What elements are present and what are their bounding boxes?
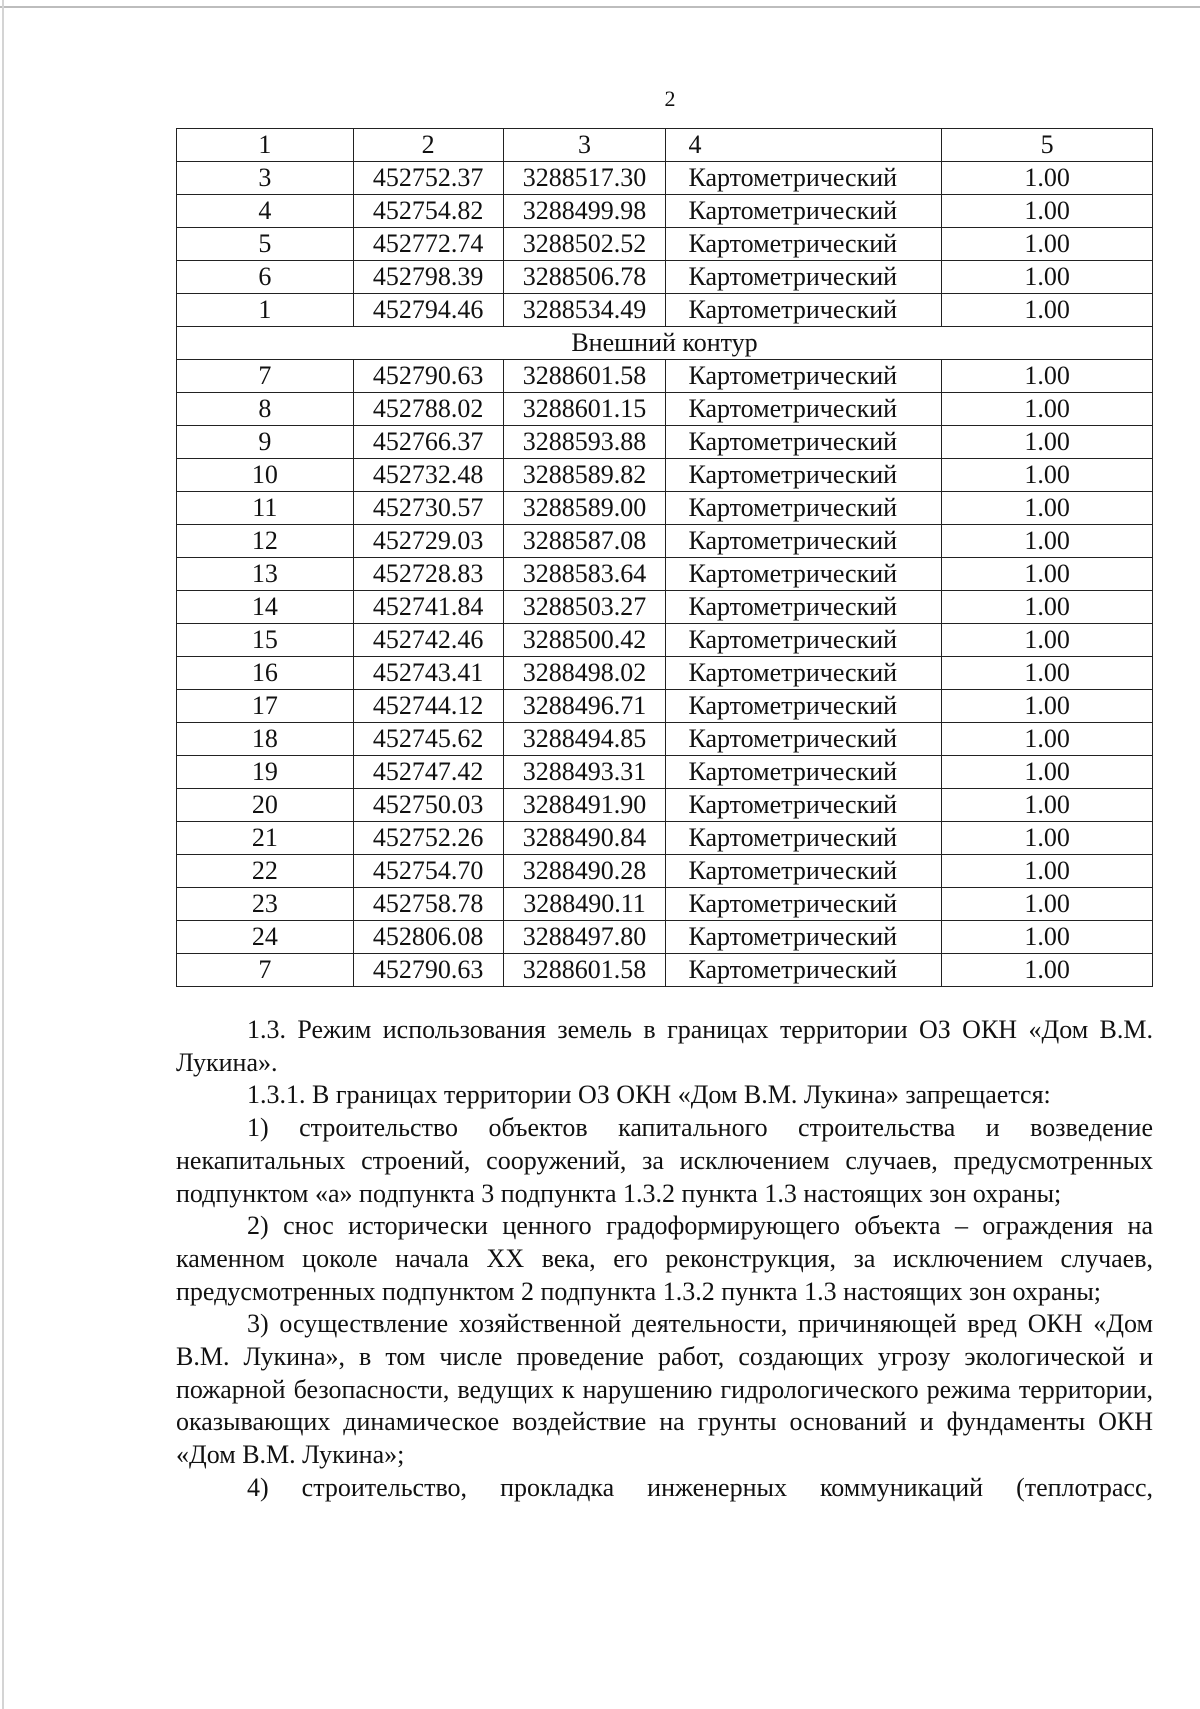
table-cell: 1.00 <box>942 162 1153 195</box>
table-cell: 1.00 <box>942 228 1153 261</box>
table-cell: 452747.42 <box>353 756 503 789</box>
table-cell: 5 <box>177 228 354 261</box>
table-cell: 13 <box>177 558 354 591</box>
table-row <box>177 162 1153 195</box>
table-row <box>177 360 1153 393</box>
paragraph-1-3-1: 1.3.1. В границах территории ОЗ ОКН «Дом В.М. Лукина» запрещается: <box>247 1080 1051 1110</box>
table-cell: 3288490.84 <box>503 822 666 855</box>
table-cell: 3288491.90 <box>503 789 666 822</box>
table-cell: 3288498.02 <box>503 657 666 690</box>
table-row <box>177 855 1153 888</box>
table-cell: 1 <box>177 294 354 327</box>
table-cell: 3288490.11 <box>503 888 666 921</box>
table-cell: Картометрический <box>666 393 942 426</box>
list-item-2: 2) снос исторически ценного градоформирующего объекта – ограждения на каменном цоколе начала XX века, его реконструкция, за исключением случаев, предусмотренных подпунктом 2 подпункта 1.3.2 пункта 1.3 настоящих зон охраны; <box>176 1211 1153 1306</box>
table-row <box>177 888 1153 921</box>
table-cell: Картометрический <box>666 492 942 525</box>
table-cell: 3288493.31 <box>503 756 666 789</box>
table-cell: 1.00 <box>942 195 1153 228</box>
table-cell: Картометрический <box>666 360 942 393</box>
table-row <box>177 756 1153 789</box>
table-cell: 1.00 <box>942 822 1153 855</box>
table-cell: 3 <box>177 162 354 195</box>
table-cell: 1.00 <box>942 921 1153 954</box>
table-row <box>177 558 1153 591</box>
table-cell: 3288506.78 <box>503 261 666 294</box>
table-row <box>177 195 1153 228</box>
table-row <box>177 525 1153 558</box>
table-cell: 3288494.85 <box>503 723 666 756</box>
table-cell: 1.00 <box>942 954 1153 987</box>
table-cell: Картометрический <box>666 261 942 294</box>
table-cell: Картометрический <box>666 426 942 459</box>
table-cell: 7 <box>177 954 354 987</box>
list-item-1: 1) строительство объектов капитального строительства и возведение некапитальных строений, сооружений, за исключением случаев, предусмотренных подпунктом «а» подпункта 3 подпункта 1.3.2 пункта 1.3 настоящих зон охраны; <box>176 1113 1153 1208</box>
table-cell: 452741.84 <box>353 591 503 624</box>
table-cell: 452752.26 <box>353 822 503 855</box>
table-row <box>177 954 1153 987</box>
table-cell: 452744.12 <box>353 690 503 723</box>
table-cell: 1.00 <box>942 591 1153 624</box>
table-row <box>177 624 1153 657</box>
table-cell: 18 <box>177 723 354 756</box>
table-cell: 1.00 <box>942 525 1153 558</box>
table-cell: 1.00 <box>942 657 1153 690</box>
table-cell: 452766.37 <box>353 426 503 459</box>
table-cell: 5 <box>942 129 1153 162</box>
table-cell: 1.00 <box>942 360 1153 393</box>
page-number: 2 <box>664 86 676 111</box>
table-cell: 22 <box>177 855 354 888</box>
table-cell: 21 <box>177 822 354 855</box>
table-row <box>177 228 1153 261</box>
table-cell: Картометрический <box>666 624 942 657</box>
table-cell: 3288500.42 <box>503 624 666 657</box>
paragraph-1-3: 1.3. Режим использования земель в границах территории ОЗ ОКН «Дом В.М. Лукина». <box>176 1015 1153 1077</box>
table-cell: Картометрический <box>666 657 942 690</box>
table-cell: 452750.03 <box>353 789 503 822</box>
table-cell: 452806.08 <box>353 921 503 954</box>
table-header-row <box>177 129 1153 162</box>
table-cell: 3288601.15 <box>503 393 666 426</box>
list-item-3: 3) осуществление хозяйственной деятельности, причиняющей вред ОКН «Дом В.М. Лукина», в том числе проведение работ, создающих угрозу экологической и пожарной безопасности, ведущих к нарушению гидрологического режима территории, оказывающих динамическое воздействие на грунты оснований и фундаменты ОКН «Дом В.М. Лукина»; <box>176 1309 1153 1470</box>
table-cell: 15 <box>177 624 354 657</box>
table-cell: 452794.46 <box>353 294 503 327</box>
table-cell: 452758.78 <box>353 888 503 921</box>
table-cell: 1.00 <box>942 492 1153 525</box>
table-cell: 3288589.00 <box>503 492 666 525</box>
table-cell: 10 <box>177 459 354 492</box>
table-cell: 452788.02 <box>353 393 503 426</box>
table-cell: 452790.63 <box>353 360 503 393</box>
table-cell: 3288496.71 <box>503 690 666 723</box>
list-item-4: 4) строительство, прокладка инженерных коммуникаций (теплотрасс, <box>247 1472 1153 1502</box>
table-row <box>177 690 1153 723</box>
table-cell: 1.00 <box>942 789 1153 822</box>
table-cell: Картометрический <box>666 822 942 855</box>
table-cell: 3288601.58 <box>503 954 666 987</box>
table-cell: 3288490.28 <box>503 855 666 888</box>
table-cell: 7 <box>177 360 354 393</box>
table-cell: 3288534.49 <box>503 294 666 327</box>
table-cell: Картометрический <box>666 954 942 987</box>
table-cell: 452743.41 <box>353 657 503 690</box>
table-cell: 17 <box>177 690 354 723</box>
table-cell: 3288601.58 <box>503 360 666 393</box>
table-cell: Картометрический <box>666 195 942 228</box>
table-cell: Картометрический <box>666 789 942 822</box>
table-cell: 20 <box>177 789 354 822</box>
table-cell: Картометрический <box>666 294 942 327</box>
table-cell: 452730.57 <box>353 492 503 525</box>
table-cell: 1.00 <box>942 855 1153 888</box>
table-cell: 16 <box>177 657 354 690</box>
table-cell: Картометрический <box>666 756 942 789</box>
table-cell: Картометрический <box>666 690 942 723</box>
table-cell: 2 <box>353 129 503 162</box>
table-cell: 1.00 <box>942 723 1153 756</box>
table-cell: 452798.39 <box>353 261 503 294</box>
table-cell: 3288497.80 <box>503 921 666 954</box>
table-cell: 3288517.30 <box>503 162 666 195</box>
table-cell: 12 <box>177 525 354 558</box>
table-cell: 3288587.08 <box>503 525 666 558</box>
table-row <box>177 294 1153 327</box>
table-cell: 452752.37 <box>353 162 503 195</box>
table-cell: 3288503.27 <box>503 591 666 624</box>
table-cell: 452754.70 <box>353 855 503 888</box>
table-cell: Картометрический <box>666 162 942 195</box>
table-row <box>177 789 1153 822</box>
table-cell: 24 <box>177 921 354 954</box>
table-row <box>177 822 1153 855</box>
table-cell: 1.00 <box>942 294 1153 327</box>
coordinates-table <box>176 128 1153 987</box>
table-cell: 1.00 <box>942 393 1153 426</box>
table-cell: 19 <box>177 756 354 789</box>
table-cell: 452742.46 <box>353 624 503 657</box>
table-row <box>177 426 1153 459</box>
table-cell: 4 <box>177 195 354 228</box>
table-cell: Картометрический <box>666 921 942 954</box>
table-cell: Картометрический <box>666 723 942 756</box>
table-cell: Картометрический <box>666 558 942 591</box>
section-title-outer-contour: Внешний контур <box>177 327 1153 360</box>
table-cell: 452745.62 <box>353 723 503 756</box>
table-section-row <box>177 327 1153 360</box>
table-cell: 1.00 <box>942 459 1153 492</box>
table-cell: Картометрический <box>666 855 942 888</box>
table-cell: 452728.83 <box>353 558 503 591</box>
table-cell: 1.00 <box>942 426 1153 459</box>
table-cell: 3288593.88 <box>503 426 666 459</box>
table-cell: 1.00 <box>942 690 1153 723</box>
table-cell: 1.00 <box>942 624 1153 657</box>
table-cell: 6 <box>177 261 354 294</box>
table-cell: 3288589.82 <box>503 459 666 492</box>
table-cell: 23 <box>177 888 354 921</box>
table-cell: Картометрический <box>666 525 942 558</box>
table-cell: 4 <box>666 129 942 162</box>
table-cell: Картометрический <box>666 591 942 624</box>
table-cell: 1.00 <box>942 558 1153 591</box>
table-row <box>177 657 1153 690</box>
table-row <box>177 723 1153 756</box>
table-cell: Картометрический <box>666 459 942 492</box>
table-cell: 14 <box>177 591 354 624</box>
table-row <box>177 261 1153 294</box>
table-cell: 1.00 <box>942 261 1153 294</box>
table-row <box>177 921 1153 954</box>
table-cell: 452732.48 <box>353 459 503 492</box>
table-row <box>177 459 1153 492</box>
table-cell: 9 <box>177 426 354 459</box>
table-cell: 452754.82 <box>353 195 503 228</box>
table-cell: 1 <box>177 129 354 162</box>
table-cell: 8 <box>177 393 354 426</box>
table-cell: 3288583.64 <box>503 558 666 591</box>
scan-left-edge <box>2 0 4 1709</box>
table-cell: 1.00 <box>942 888 1153 921</box>
table-cell: 11 <box>177 492 354 525</box>
table-cell: 452772.74 <box>353 228 503 261</box>
table-cell: 3288499.98 <box>503 195 666 228</box>
table-row <box>177 492 1153 525</box>
table-cell: Картометрический <box>666 888 942 921</box>
document-body <box>176 1014 1153 1505</box>
table-cell: 1.00 <box>942 756 1153 789</box>
table-cell: 452729.03 <box>353 525 503 558</box>
table-row <box>177 393 1153 426</box>
table-cell: 452790.63 <box>353 954 503 987</box>
table-row <box>177 591 1153 624</box>
table-cell: 3 <box>503 129 666 162</box>
table-cell: Картометрический <box>666 228 942 261</box>
scan-top-edge <box>0 6 1200 8</box>
table-cell: 3288502.52 <box>503 228 666 261</box>
